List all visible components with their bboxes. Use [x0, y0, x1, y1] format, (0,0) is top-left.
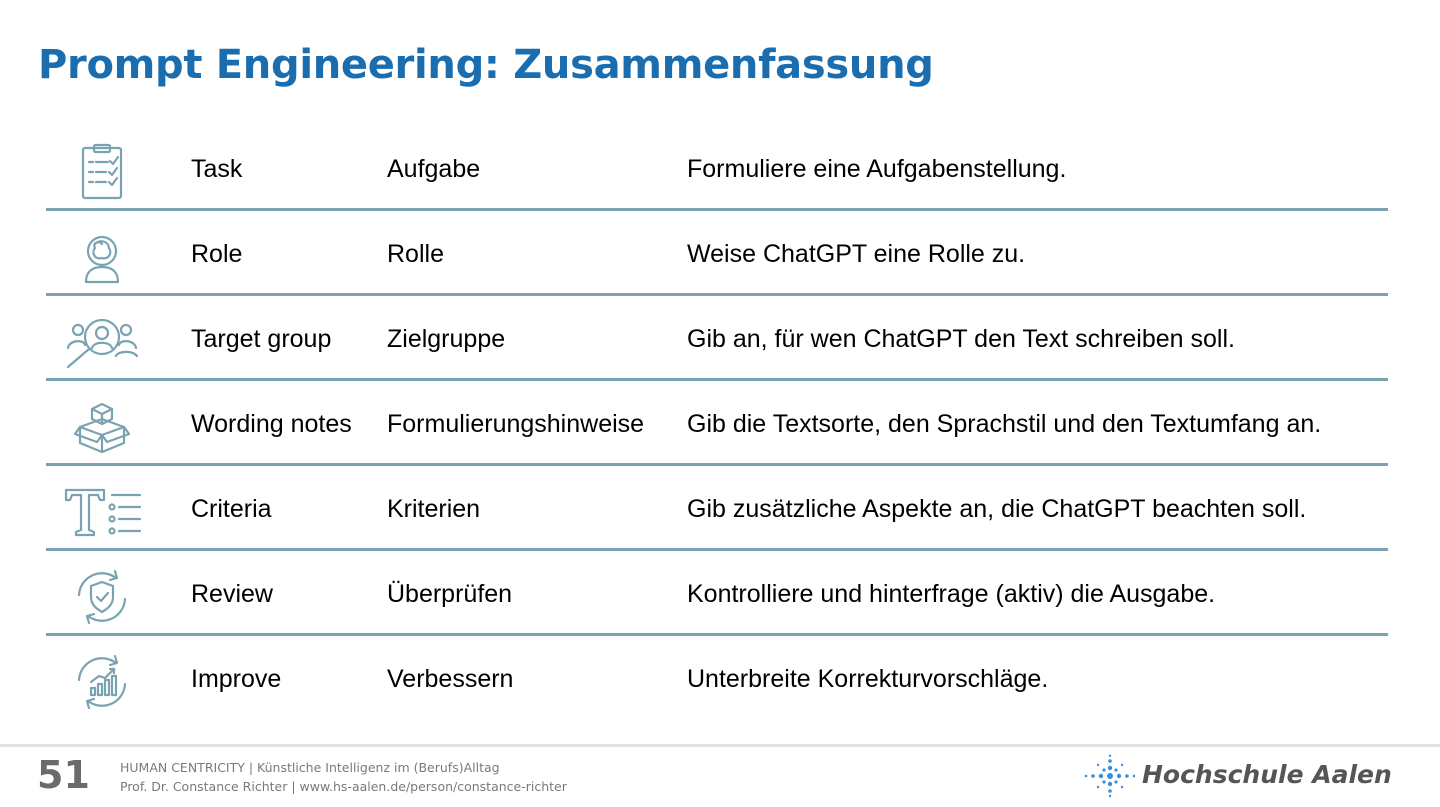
- row-description: Weise ChatGPT eine Rolle zu.: [687, 240, 1026, 268]
- footer-author-line: Prof. Dr. Constance Richter | www.hs-aalen.de/person/constance-richter: [120, 779, 567, 794]
- footer-course-line: HUMAN CENTRICITY | Künstliche Intelligenz im (Berufs)Alltag: [120, 760, 500, 775]
- table-row: [46, 381, 1388, 466]
- row-english: Role: [191, 240, 243, 268]
- row-german: Rolle: [387, 240, 444, 268]
- row-description: Gib zusätzliche Aspekte an, die ChatGPT beachten soll.: [687, 495, 1307, 523]
- row-english: Improve: [191, 665, 282, 693]
- summary-table: [46, 126, 1388, 721]
- row-description: Gib die Textsorte, den Sprachstil und den Textumfang an.: [687, 410, 1322, 438]
- row-description: Kontrolliere und hinterfrage (aktiv) die Ausgabe.: [687, 580, 1216, 608]
- row-english: Wording notes: [191, 410, 352, 438]
- table-row: [46, 636, 1388, 721]
- table-row: [46, 466, 1388, 551]
- audience-magnifier-icon: [62, 312, 142, 372]
- row-german: Kriterien: [387, 495, 481, 523]
- text-list-icon: [62, 482, 142, 542]
- stacked-boxes-icon: [62, 397, 142, 457]
- row-english: Task: [191, 155, 243, 183]
- row-description: Unterbreite Korrekturvorschläge.: [687, 665, 1049, 693]
- logo-dots-icon: [1082, 754, 1138, 798]
- page-number: 51: [37, 753, 90, 797]
- table-row: [46, 211, 1388, 296]
- shield-refresh-icon: [62, 567, 142, 627]
- clipboard-checklist-icon: [62, 142, 142, 202]
- row-description: Gib an, für wen ChatGPT den Text schreiben soll.: [687, 325, 1235, 353]
- row-german: Aufgabe: [387, 155, 481, 183]
- row-description: Formuliere eine Aufgabenstellung.: [687, 155, 1067, 183]
- ai-knot-person-icon: [62, 227, 142, 287]
- logo-text: Hochschule Aalen: [1142, 760, 1392, 789]
- table-row: [46, 296, 1388, 381]
- page-title: Prompt Engineering: Zusammenfassung: [38, 42, 934, 88]
- row-german: Verbessern: [387, 665, 514, 693]
- university-logo: [1082, 754, 1402, 798]
- table-row: [46, 126, 1388, 211]
- row-german: Formulierungshinweise: [387, 410, 645, 438]
- row-english: Criteria: [191, 495, 272, 523]
- footer-divider: [0, 744, 1440, 747]
- row-english: Review: [191, 580, 273, 608]
- row-german: Zielgruppe: [387, 325, 506, 353]
- row-english: Target group: [191, 325, 332, 353]
- table-row: [46, 551, 1388, 636]
- chart-refresh-icon: [62, 652, 142, 712]
- row-german: Überprüfen: [387, 580, 513, 608]
